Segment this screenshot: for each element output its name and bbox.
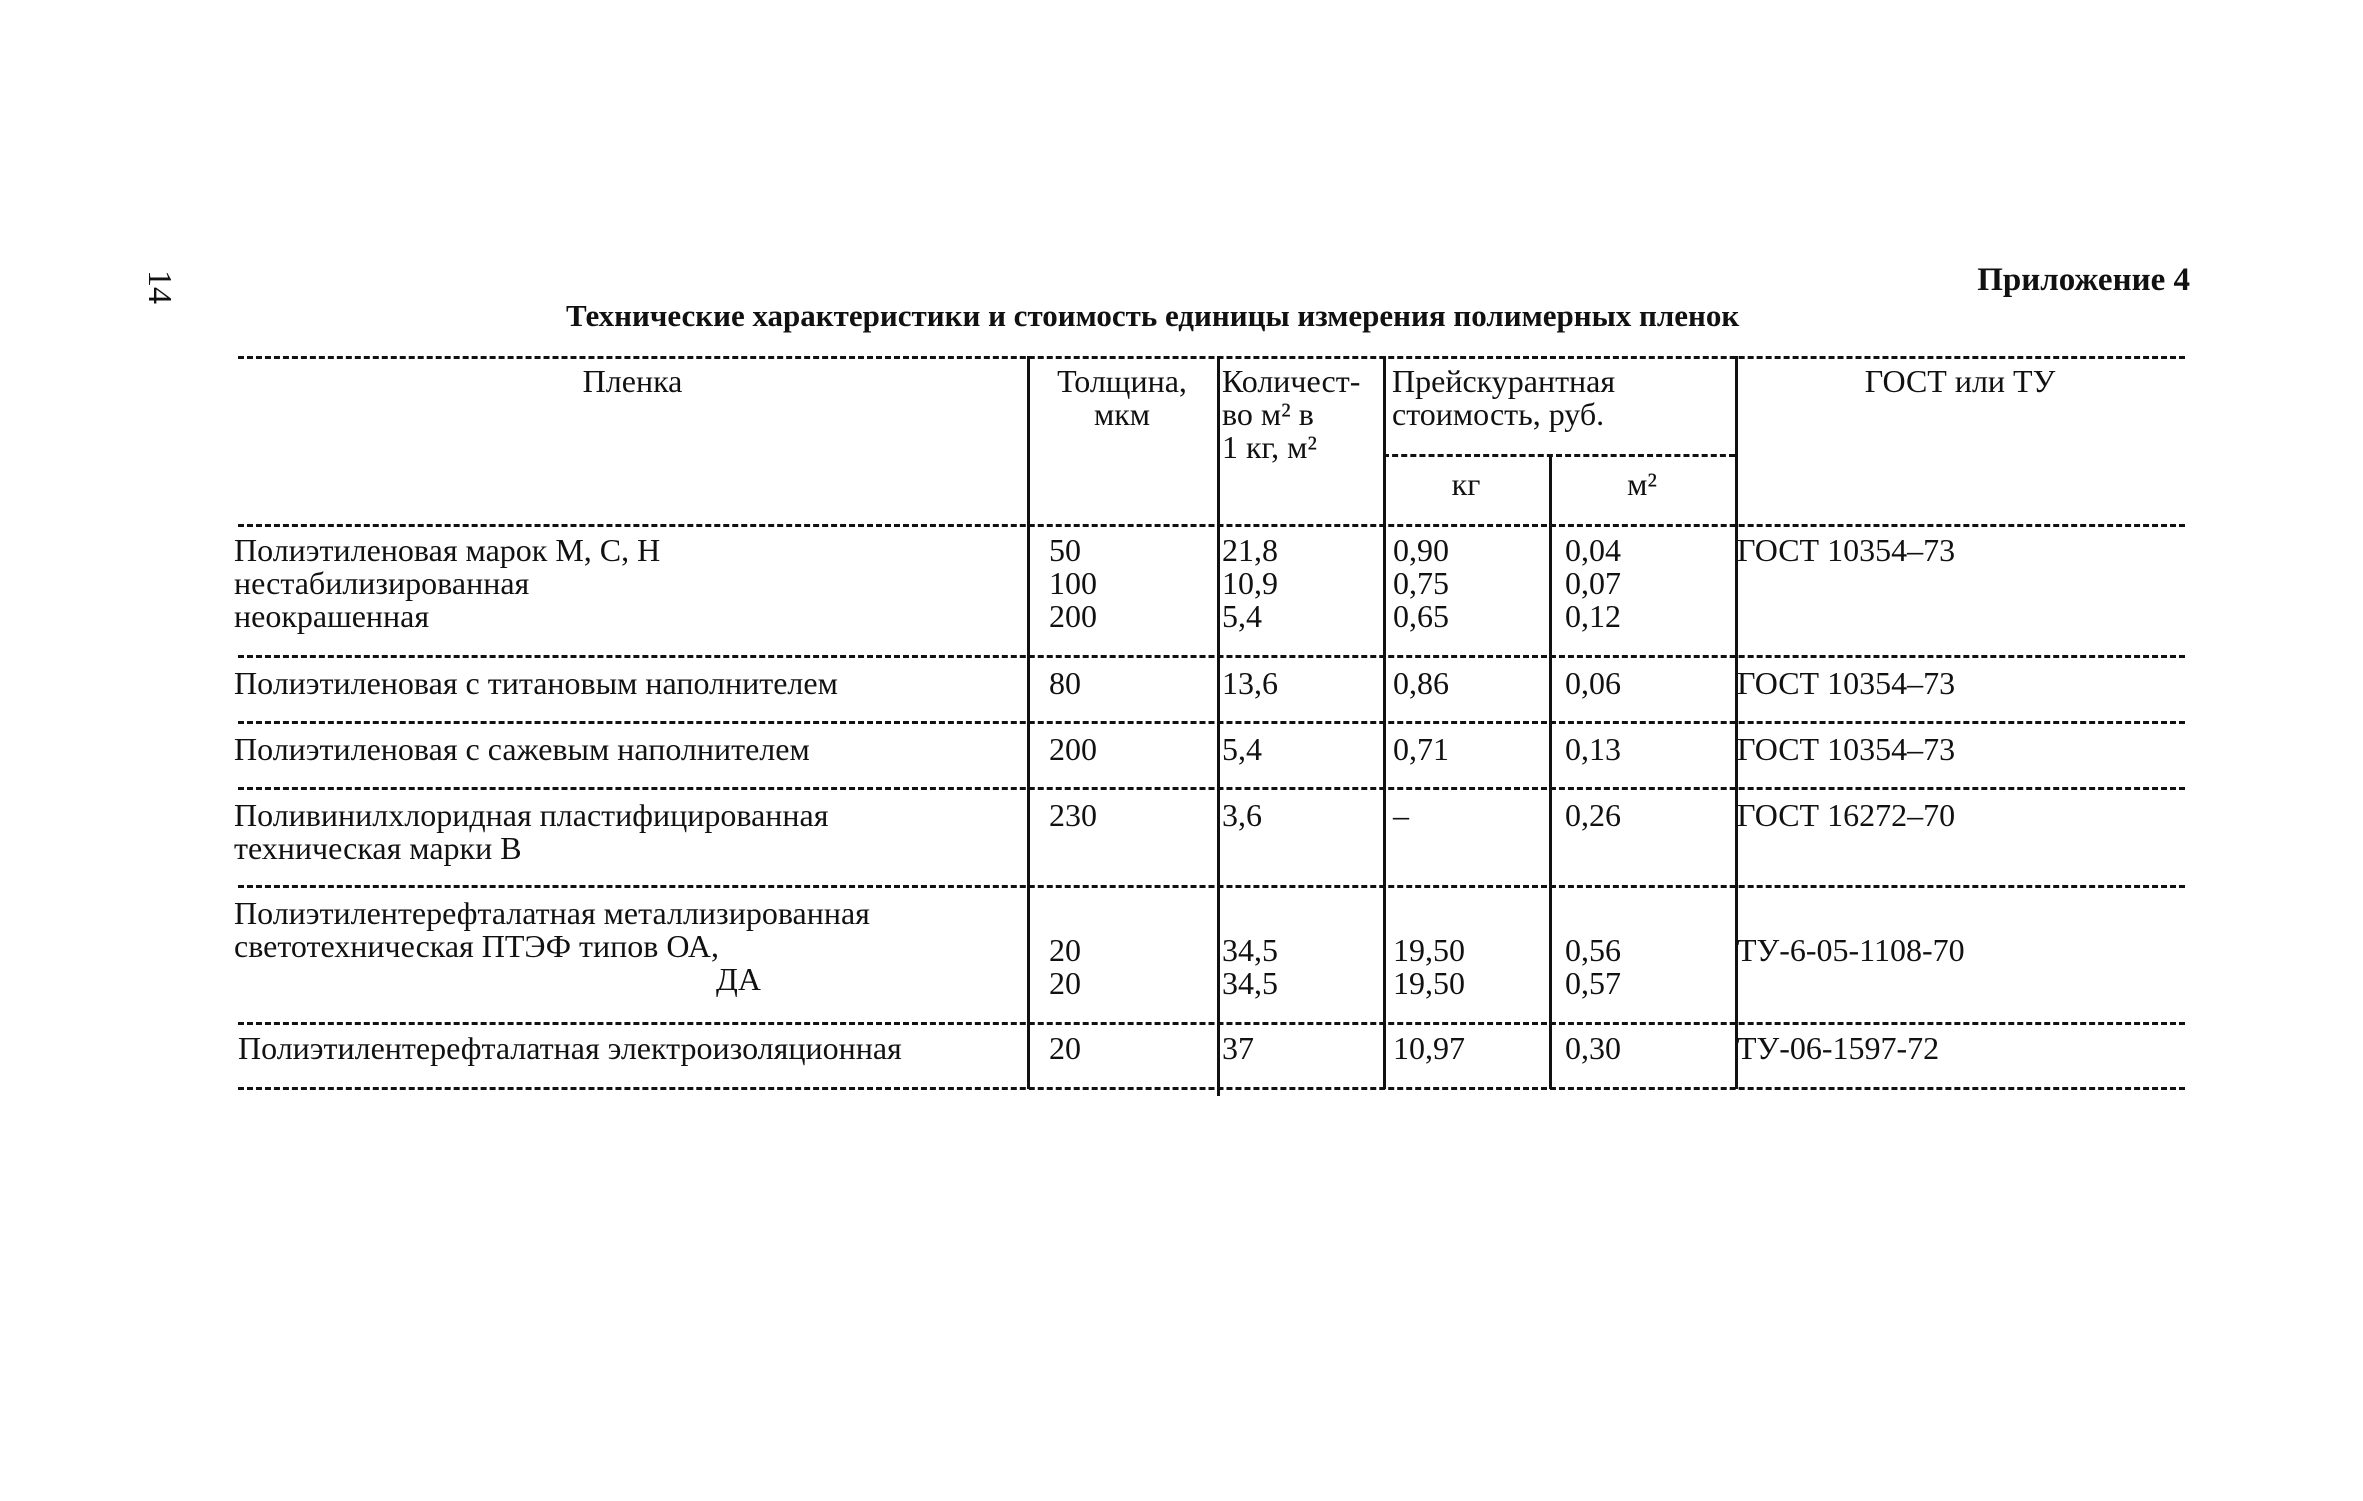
table-row-price-kg: 10,97 [1393, 1030, 1465, 1066]
table-row-thickness: 20 20 [1049, 932, 1081, 1001]
table-row-standard: ГОСТ 10354–73 [1737, 532, 1956, 568]
table-row-price-kg: 0,90 0,75 0,65 [1393, 532, 1449, 634]
column-divider [1549, 454, 1552, 1089]
appendix-label: Приложение 4 [1977, 262, 2190, 298]
table-row-thickness: 50 100 200 [1049, 532, 1097, 634]
row-rule [238, 721, 2185, 724]
row-rule [238, 1022, 2185, 1025]
header-film: Пленка [582, 363, 683, 399]
header-price: Прейскурантная стоимость, руб. [1392, 363, 1616, 432]
table-row-price-kg: – [1393, 797, 1409, 833]
header-price-m2: м² [1627, 466, 1657, 502]
header-thickness: Толщина, мкм [1057, 363, 1187, 432]
row-rule [238, 787, 2185, 790]
table-title: Технические характеристики и стоимость единицы измерения полимерных пленок [566, 298, 1740, 333]
table-row-film: Полиэтиленовая с сажевым наполнителем [234, 731, 810, 767]
table-row-price-m2: 0,56 0,57 [1565, 932, 1621, 1001]
table-row-film-sub: ДА [716, 961, 761, 997]
column-divider [1735, 356, 1738, 1089]
table-row-standard: ТУ-6-05-1108-70 [1737, 932, 1965, 968]
table-rule-bottom [238, 1087, 2185, 1090]
table-row-thickness: 80 [1049, 665, 1081, 701]
table-row-quantity: 21,8 10,9 5,4 [1222, 532, 1278, 634]
table-row-standard: ГОСТ 10354–73 [1737, 665, 1956, 701]
table-row-quantity: 3,6 [1222, 797, 1262, 833]
table-row-thickness: 230 [1049, 797, 1097, 833]
table-row-quantity: 13,6 [1222, 665, 1278, 701]
table-row-standard: ТУ-06-1597-72 [1737, 1030, 1940, 1066]
table-row-film: Полиэтилентерефталатная металлизированная светотехническая ПТЭФ типов ОА, [234, 895, 870, 964]
header-rule [238, 524, 2185, 527]
header-standard: ГОСТ или ТУ [1864, 363, 2056, 399]
price-subheader-rule [1383, 454, 1735, 457]
table-row-quantity: 34,5 34,5 [1222, 932, 1278, 1001]
table-row-quantity: 37 [1222, 1030, 1254, 1066]
table-rule-top [238, 356, 2185, 359]
table-row-price-kg: 0,71 [1393, 731, 1449, 767]
table-row-film: Поливинилхлоридная пластифицированная техническая марки В [234, 797, 829, 866]
table-row-price-kg: 19,50 19,50 [1393, 932, 1465, 1001]
table-row-film: Полиэтиленовая с титановым наполнителем [234, 665, 838, 701]
table-row-price-kg: 0,86 [1393, 665, 1449, 701]
table-row-price-m2: 0,30 [1565, 1030, 1621, 1066]
table-row-standard: ГОСТ 10354–73 [1737, 731, 1956, 767]
table-row-thickness: 200 [1049, 731, 1097, 767]
page-number: 14 [141, 270, 178, 304]
table-row-price-m2: 0,26 [1565, 797, 1621, 833]
table-row-standard: ГОСТ 16272–70 [1737, 797, 1956, 833]
table-row-price-m2: 0,04 0,07 0,12 [1565, 532, 1621, 634]
column-divider [1027, 356, 1030, 1089]
header-quantity: Количест- во м² в 1 кг, м² [1222, 363, 1361, 465]
row-rule [238, 655, 2185, 658]
table-row-price-m2: 0,13 [1565, 731, 1621, 767]
table-row-film: Полиэтилентерефталатная электроизоляционная [238, 1030, 902, 1066]
column-divider [1383, 356, 1386, 1089]
table-row-quantity: 5,4 [1222, 731, 1262, 767]
table-row-price-m2: 0,06 [1565, 665, 1621, 701]
column-divider [1217, 356, 1220, 1096]
table-row-thickness: 20 [1049, 1030, 1081, 1066]
row-rule [238, 885, 2185, 888]
header-price-kg: кг [1451, 466, 1481, 502]
table-row-film: Полиэтиленовая марок М, С, Н нестабилизированная неокрашенная [234, 532, 661, 634]
